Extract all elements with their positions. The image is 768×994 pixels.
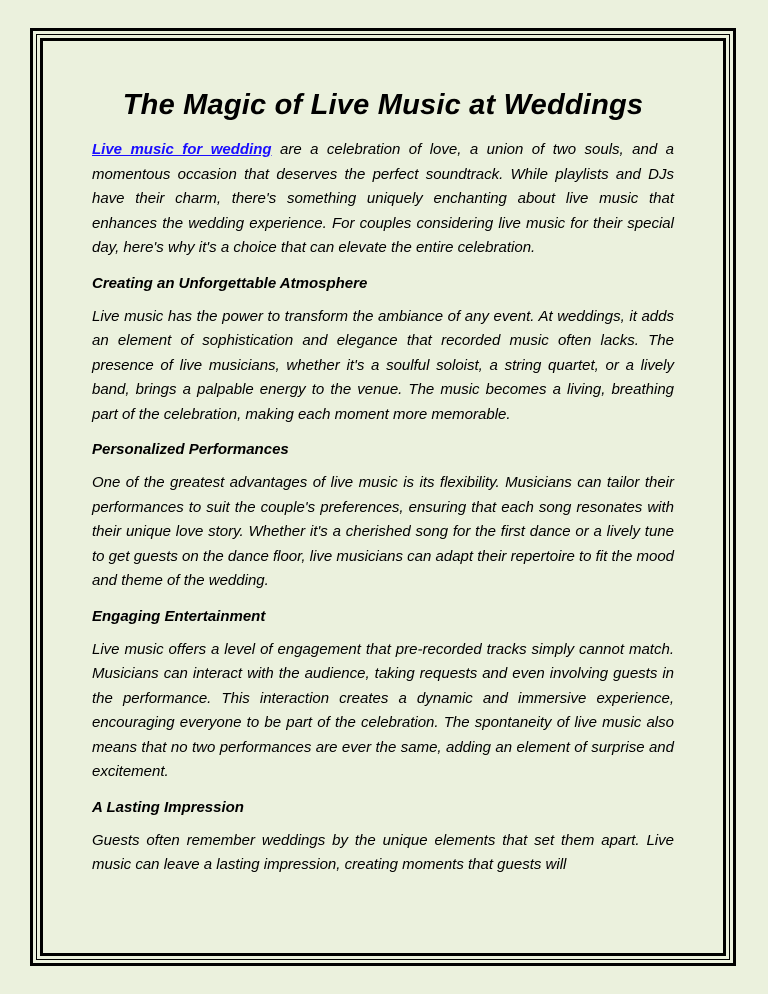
section-body-engaging: Live music offers a level of engagement that pre-recorded tracks simply cannot match. Musicians can interact with the audience, taking requests and even involving guests in the performance. This interaction creates a dynamic and immersive experience, encouraging everyone to be part of the celebration. The spontaneity of live music also means that no two performances are ever the same, adding an element of surprise and excitement. <box>92 640 674 780</box>
section-body-atmosphere: Live music has the power to transform the ambiance of any event. At weddings, it adds an element of sophistication and elegance that recorded music often lacks. The presence of live musicians, whether it's a soulful soloist, a string quartet, or a lively band, brings a palpable energy to the venue. The music becomes a living, breathing part of the celebration, making each moment more memorable. <box>92 307 674 423</box>
section-heading-atmosphere: Creating an Unforgettable Atmosphere <box>92 274 368 292</box>
intro-paragraph <box>92 138 674 261</box>
section-heading-lasting: A Lasting Impression <box>92 798 244 816</box>
section-body-lasting: Guests often remember weddings by the unique elements that set them apart. Live music can leave a lasting impression, creating moments that guests will <box>92 831 674 873</box>
section-heading-personalized: Personalized Performances <box>92 441 289 458</box>
intro-text: are a celebration of love, a union of two souls, and a momentous occasion that deserves the perfect soundtrack. While playlists and DJs have their charm, there's something uniquely enchanting about live music that enhances the wedding experience. For couples considering live music for their special day, here's why it's a choice that can elevate the entire celebration. <box>92 141 674 256</box>
section-heading-engaging: Engaging Entertainment <box>92 607 266 625</box>
page-title: The Magic of Live Music at Weddings <box>122 89 644 121</box>
document-body <box>92 86 674 890</box>
section-body-personalized: One of the greatest advantages of live music is its flexibility. Musicians can tailor their performances to suit the couple's preferences, ensuring that each song resonates with their unique love story. Whether it's a cherished song for the first dance or a lively tune to get guests on the dance floor, live musicians can adapt their repertoire to fit the mood and theme of the wedding. <box>92 474 675 589</box>
live-music-link[interactable]: Live music for wedding <box>92 141 272 158</box>
